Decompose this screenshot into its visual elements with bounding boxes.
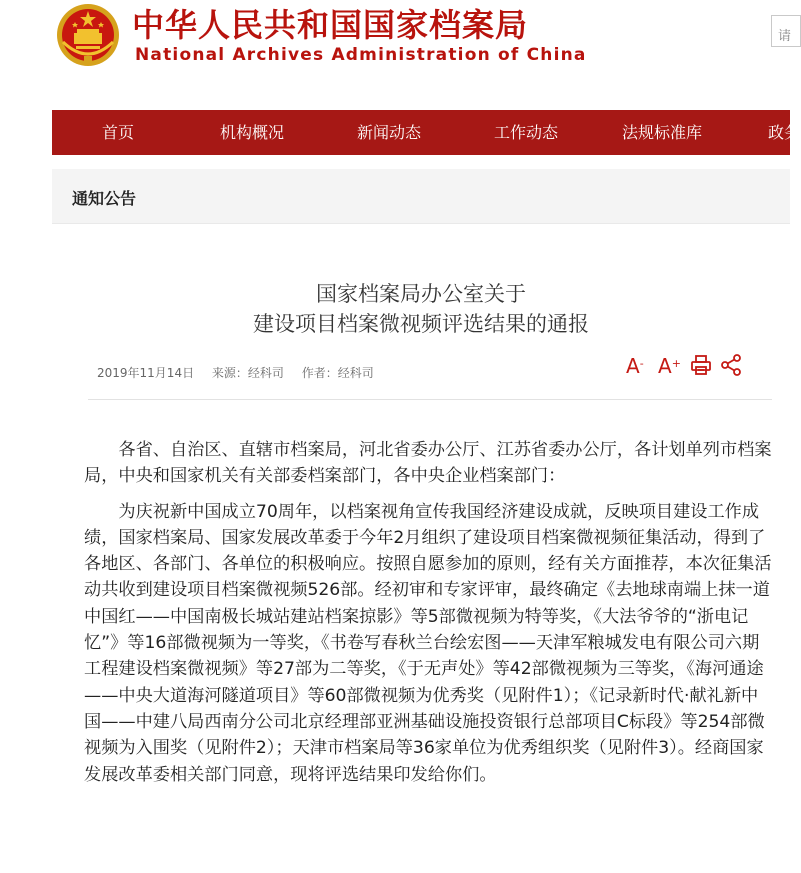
plus-sign: + [671, 357, 681, 370]
site-title[interactable]: 中华人民共和国国家档案局 [132, 6, 529, 44]
section-header [52, 169, 790, 224]
font-decrease-button[interactable] [626, 352, 644, 380]
paragraph: 各省、自治区、直辖市档案局，河北省委办公厅、江苏省委办公厅，各计划单列市档案局，中央和国家机关有关部委档案部门，各中央企业档案部门： [84, 440, 772, 487]
article-meta [97, 364, 388, 381]
nav-item-home[interactable]: 首页 [102, 123, 135, 142]
divider [88, 399, 772, 400]
minus-sign: - [639, 357, 644, 370]
article-body [84, 437, 772, 797]
article-author: 作者：经科司 [301, 366, 374, 380]
font-increase-button[interactable] [658, 352, 681, 380]
nav-item-about[interactable]: 机构概况 [220, 123, 285, 142]
section-title[interactable]: 通知公告 [72, 189, 137, 208]
article-source: 来源：经科司 [211, 366, 284, 380]
font-increase-label: A [658, 354, 672, 378]
publish-date: 2019年11月14日 [97, 366, 195, 380]
nav-item-government[interactable]: 政务 [768, 123, 801, 142]
font-decrease-label: A [626, 354, 640, 378]
nav-item-regulations[interactable]: 法规标准库 [622, 123, 703, 142]
paragraph: 为庆祝新中国成立70周年，以档案视角宣传我国经济建设成就，反映项目建设工作成绩，国家档案局、国家发展改革委于今年2月组织了建设项目档案微视频征集活动，得到了各地区、各部门、各单位的积极响应。按照自愿参加的原则，经有关方面推荐，本次征集活动共收到建设项目档案微视频526部。经初审和专家评审，最终确定《去地球南端上抹一道中国红——中国南极长城站建站档案掠影》等5部微视频为特等奖，《大法爷爷的“浙电记忆”》等16部微视频为一等奖，《书卷写春秋兰台绘宏图——天津军粮城发电有限公司六期工程建设档案微视频》等27部为二等奖，《于无声处》等42部微视频为三等奖，《海河通途——中央大道海河隧道项目》等60部微视频为优秀奖（见附件1）；《记录新时代·献礼新中国——中建八局西南分公司北京经理部亚洲基础设施投资银行总部项目C标段》等254部微视频为入围奖（见附件2）；天津市档案局等36家单位为优秀组织奖（见附件3）。经商国家发展改革委相关部门同意，现将评选结果印发给你们。 [84, 501, 772, 785]
national-emblem-icon[interactable] [55, 2, 121, 68]
printer-icon[interactable] [690, 354, 712, 382]
site-subtitle: National Archives Administration of China [135, 45, 587, 65]
search-input[interactable]: 请 [771, 15, 801, 47]
article-title-line-1: 国家档案局办公室关于 [316, 282, 526, 306]
article-title-line-2: 建设项目档案微视频评选结果的通报 [253, 312, 589, 336]
site-header [0, 0, 790, 110]
nav-item-work[interactable]: 工作动态 [494, 123, 559, 142]
share-icon[interactable] [720, 354, 742, 382]
main-nav [52, 110, 801, 155]
article-title [52, 279, 790, 339]
nav-item-news[interactable]: 新闻动态 [357, 123, 422, 142]
